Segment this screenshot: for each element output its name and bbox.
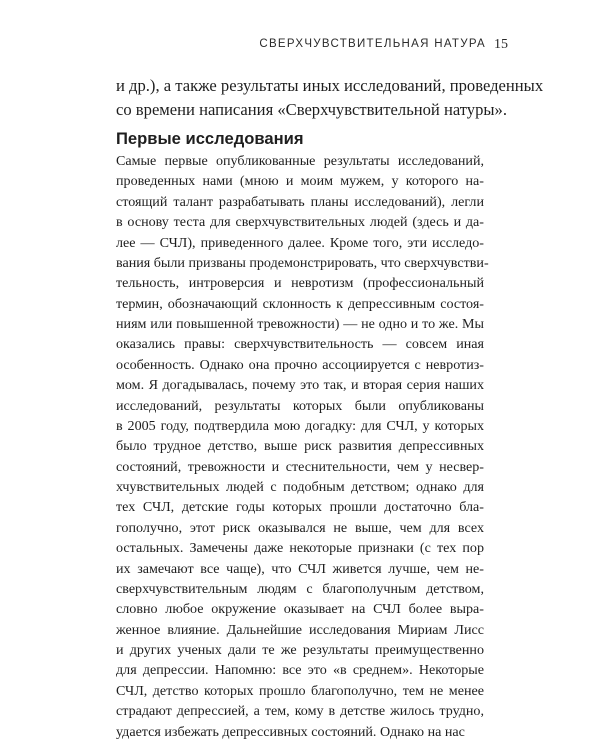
section-heading: Первые исследования xyxy=(116,129,304,148)
paragraph-line: сверхчувствительным людям с благополучным детством, xyxy=(116,580,484,597)
paragraph-line: лее — СЧЛ), приведенного далее. Кроме того, эти исследо- xyxy=(116,234,484,251)
paragraph-line: ниям или повышенной тревожности) — не одно и то же. Мы xyxy=(116,316,484,333)
paragraph-line: мом. Я догадывалась, почему это так, и вторая серия наших xyxy=(116,377,484,394)
intro-line: и др.), а также результаты иных исследований, проведенных xyxy=(116,76,544,95)
paragraph-line: женное влияние. Дальнейшие исследования Мириам Лисс xyxy=(116,621,484,638)
paragraph-line: страдают депрессией, а тем, кому в детстве жилось трудно, xyxy=(116,703,484,720)
paragraph-line: было трудное детство, выше риск развития депрессивных xyxy=(116,438,484,455)
paragraph-line: и других ученых дали те же результаты преимущественно xyxy=(116,642,484,659)
paragraph-line: остальных. Замечены даже некоторые признаки (с тех пор xyxy=(116,540,484,557)
paragraph-line: их замечают все чаще), что СЧЛ живется лучше, чем не- xyxy=(116,560,484,577)
paragraph-line: тельность, интроверсия и невротизм (профессиональный xyxy=(116,275,484,292)
paragraph-line: гополучно, этот риск оказывался не выше, чем для всех xyxy=(116,519,484,536)
paragraph-line: Самые первые опубликованные результаты исследований, xyxy=(116,153,484,169)
paragraph-line: оказались правы: сверхчувствительность — совсем иная xyxy=(116,336,484,353)
paragraph-line: термин, обозначающий склонность к депрессивным состоя- xyxy=(116,295,484,312)
paragraph-line: вания были призваны продемонстрировать, что сверхчувстви- xyxy=(116,254,489,271)
paragraph-line: тех СЧЛ, детские годы которых прошли достаточно бла- xyxy=(116,499,484,516)
running-head: СВЕРХЧУВСТВИТЕЛЬНАЯ НАТУРА xyxy=(259,38,486,50)
paragraph-line: СЧЛ, детство которых прошло благополучно, тем не менее xyxy=(116,682,484,699)
paragraph-line: словно любое окружение оказывает на СЧЛ более выра- xyxy=(116,601,484,618)
intro-line: со времени написания «Сверхчувствительной натуры». xyxy=(116,100,507,119)
paragraph-line: в основу теста для сверхчувствительных людей (здесь и да- xyxy=(116,214,484,231)
paragraph-line: исследований, результаты которых были опубликованы xyxy=(116,397,484,414)
paragraph-line: особенность. Однако она прочно ассоциируется с невротиз- xyxy=(116,356,484,373)
paragraph-line: хчувствительных людей с подобным детством; однако для xyxy=(116,479,484,496)
page-number: 15 xyxy=(494,37,508,52)
paragraph-line: стоящий талант разрабатывать планы исследований), легли xyxy=(116,193,484,210)
paragraph-line: для депрессии. Напомню: все это «в среднем». Некоторые xyxy=(116,662,484,679)
paragraph-line: в 2005 году, подтвердила мою догадку: для СЧЛ, у которых xyxy=(116,417,484,434)
paragraph-line: удается избежать депрессивных состояний. Однако на нас xyxy=(116,723,465,740)
paragraph-line: состояний, тревожности и стеснительности, чем у несвер- xyxy=(116,458,484,475)
paragraph-line: проведенных нами (мною и моим мужем, у которого на- xyxy=(116,173,484,190)
